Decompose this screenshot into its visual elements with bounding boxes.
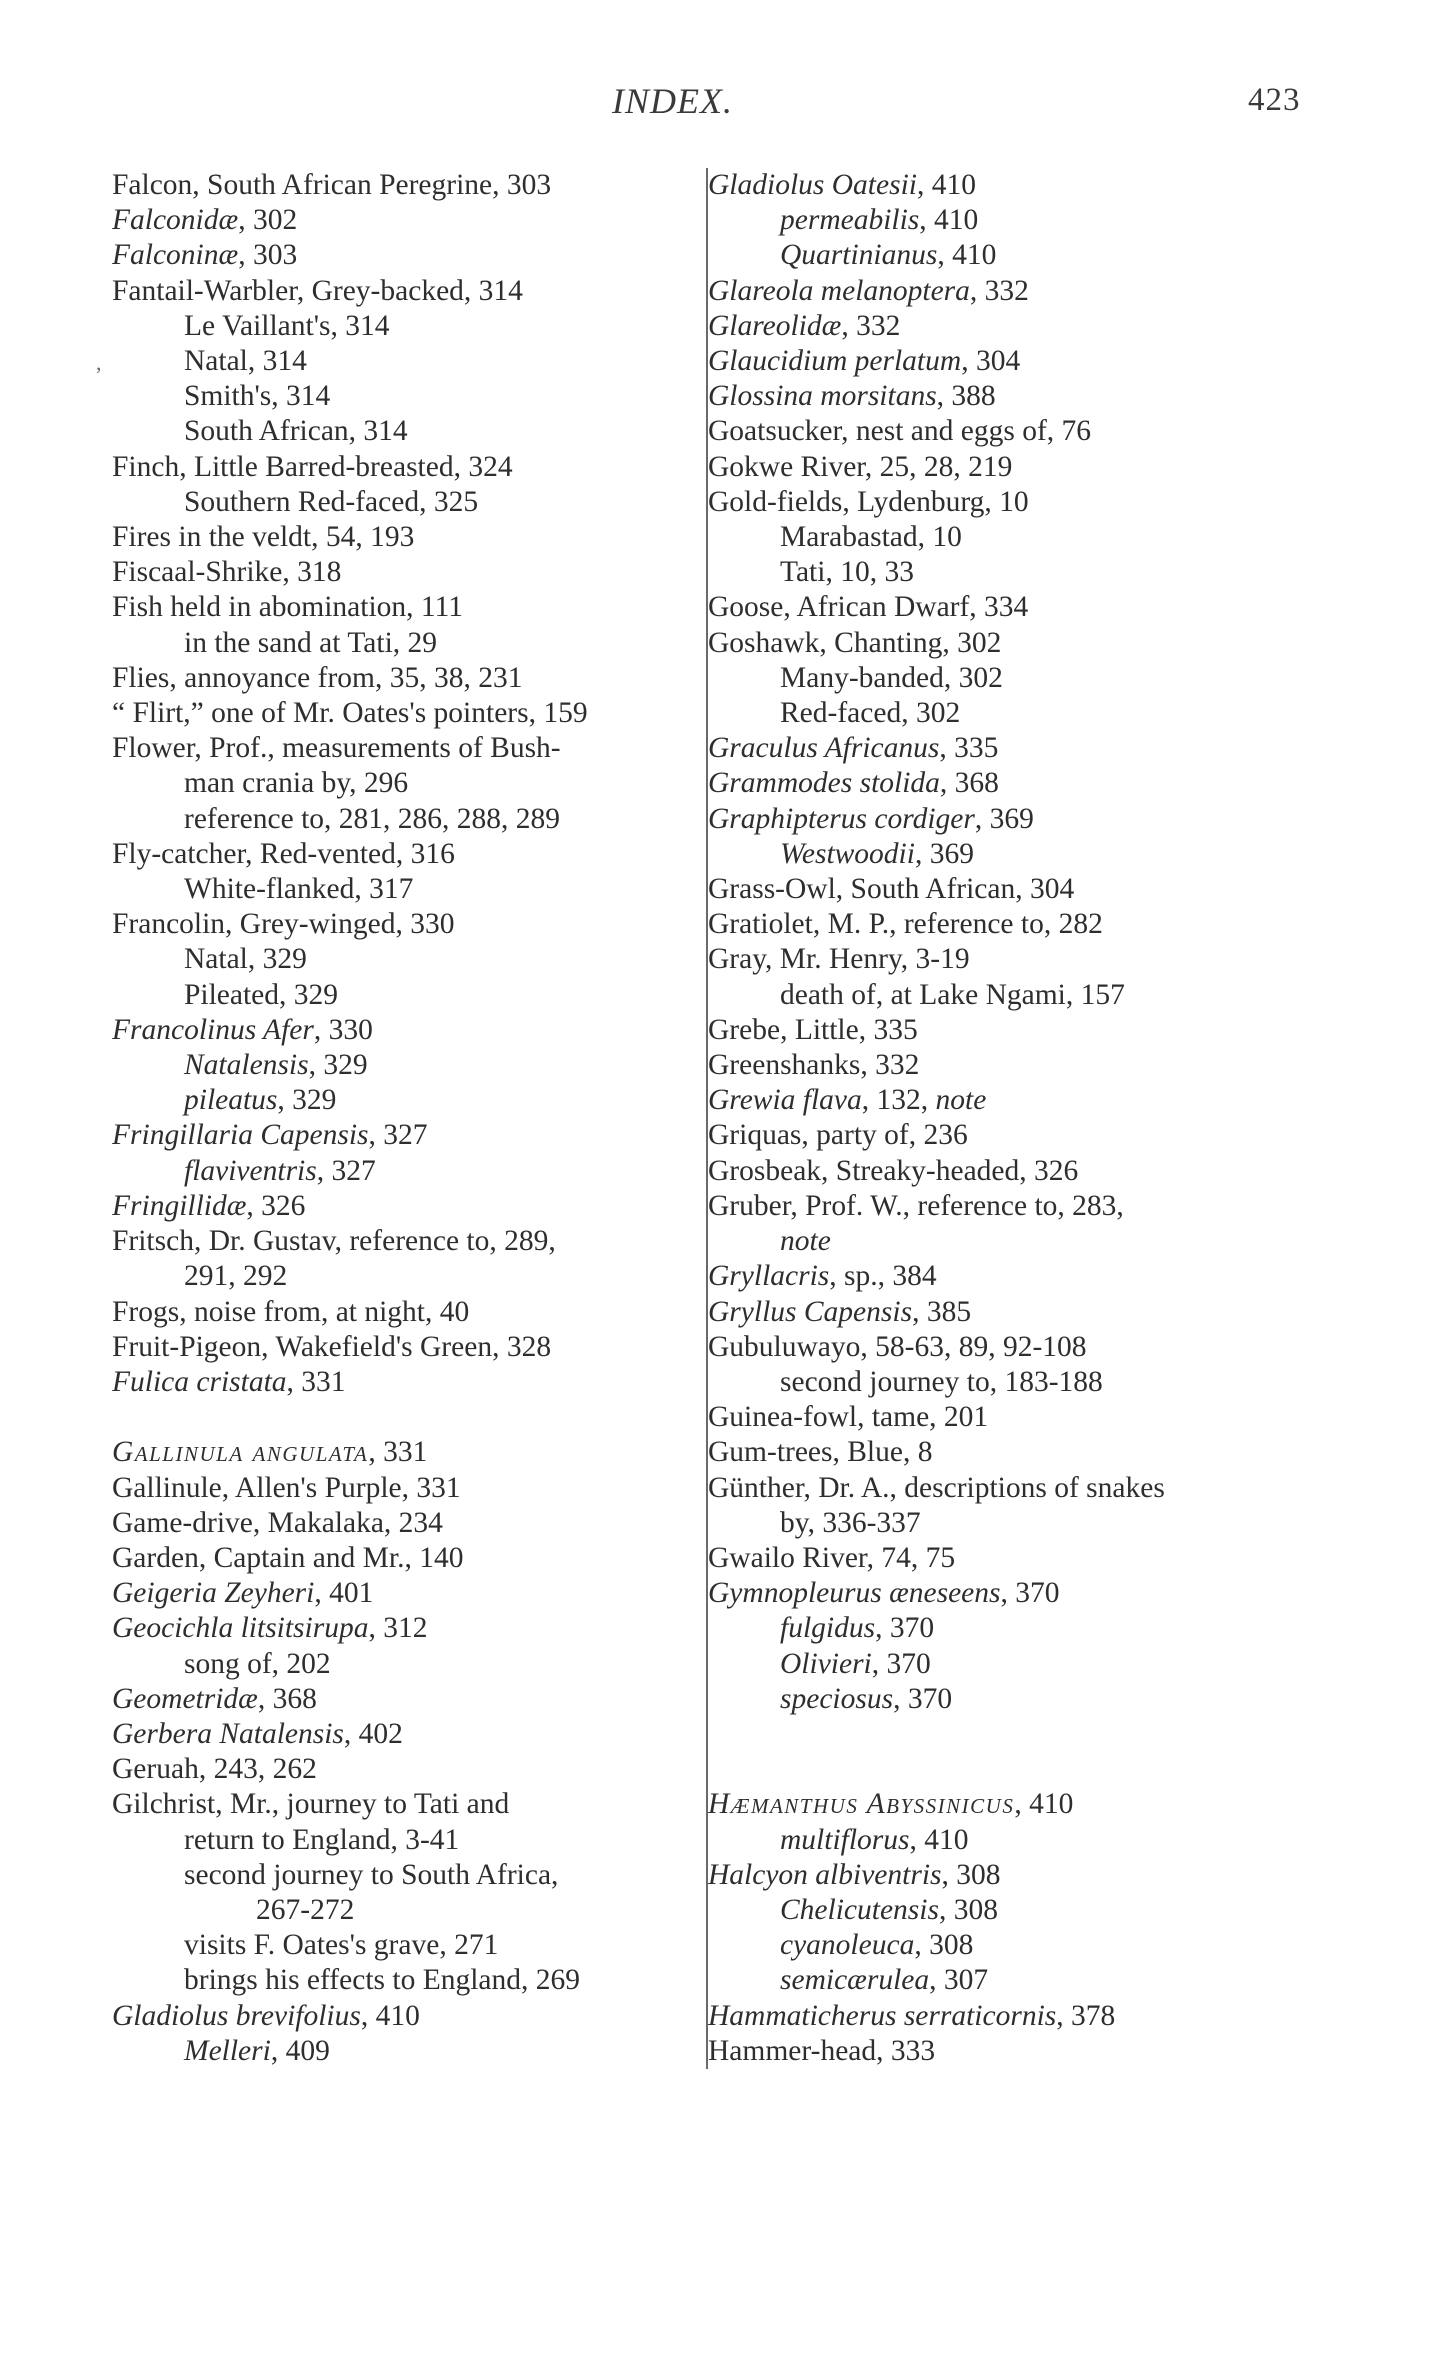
entry-text: Geocichla litsitsirupa <box>112 1612 369 1645</box>
index-entry <box>708 590 1268 625</box>
entry-text: flaviventris <box>184 1154 317 1187</box>
entry-text: Natal, 314 <box>184 345 307 378</box>
entry-text: Guinea-fowl, tame, 201 <box>708 1401 989 1434</box>
index-column-right <box>706 168 1268 2069</box>
index-entry <box>708 1189 1268 1259</box>
index-subentry <box>112 1963 674 1998</box>
entry-text: Hammer-head, 333 <box>708 2034 936 2067</box>
entry-text: second journey to South Africa, <box>184 1858 559 1891</box>
entry-text: Quartinianus <box>780 239 938 272</box>
entry-text: Fritsch, Dr. Gustav, reference to, 289, <box>112 1225 556 1258</box>
index-entry <box>708 450 1268 485</box>
entry-text: Hammaticherus serraticornis <box>708 1999 1057 2032</box>
index-subentry <box>708 1928 1268 1963</box>
index-entry <box>708 942 1268 977</box>
index-entry <box>708 379 1268 414</box>
entry-text: , 329 <box>277 1084 337 1117</box>
entry-text: Le Vaillant's, 314 <box>184 309 390 342</box>
entry-text: Gryllus Capensis <box>708 1295 913 1328</box>
entry-text: Fires in the veldt, 54, 193 <box>112 521 415 554</box>
index-entry <box>708 168 1268 203</box>
entry-text: , 402 <box>343 1717 403 1750</box>
entry-text: Gwailo River, 74, 75 <box>708 1541 956 1574</box>
index-entry <box>708 907 1268 942</box>
entry-text: , 304 <box>961 345 1021 378</box>
entry-text: , 370 <box>893 1682 953 1715</box>
entry-text: Red-faced, 302 <box>780 697 961 730</box>
index-entry <box>112 590 674 625</box>
index-entry <box>112 1365 674 1400</box>
entry-text: “ Flirt,” one of Mr. Oates's pointers, 159 <box>112 697 588 730</box>
index-subentry <box>708 555 1268 590</box>
index-entry <box>708 1154 1268 1189</box>
entry-text: Falconinæ <box>112 239 239 272</box>
index-entry <box>708 1013 1268 1048</box>
entry-text: Chelicutensis <box>780 1893 939 1926</box>
entry-text: , 308 <box>941 1858 1001 1891</box>
index-entry <box>112 1224 674 1294</box>
entry-text: Many-banded, 302 <box>780 661 1003 694</box>
index-entry <box>708 1259 1268 1294</box>
entry-text: reference to, 281, 286, 288, 289 <box>184 802 561 835</box>
entry-text: Griquas, party of, 236 <box>708 1119 968 1152</box>
running-head: INDEX. <box>612 81 733 121</box>
margin-mark: , <box>96 350 102 375</box>
index-entry <box>708 2034 1268 2069</box>
entry-text: death of, at Lake Ngami, 157 <box>780 978 1125 1011</box>
index-subentry <box>708 1893 1268 1928</box>
index-subentry <box>112 802 674 837</box>
entry-text: Flies, annoyance from, 35, 38, 231 <box>112 661 523 694</box>
index-entry <box>112 731 674 801</box>
index-entry <box>112 1717 674 1752</box>
entry-text: White-flanked, 317 <box>184 873 414 906</box>
entry-text: , 368 <box>939 767 999 800</box>
entry-text: Graculus Africanus <box>708 732 940 765</box>
entry-text: Fly-catcher, Red-vented, 316 <box>112 837 455 870</box>
index-subentry <box>112 1858 674 1928</box>
entry-text: second journey to, 183-188 <box>780 1365 1103 1398</box>
entry-continuation: man crania by, 296 <box>184 767 409 800</box>
index-entry <box>112 1611 674 1646</box>
index-entry <box>112 1787 674 1857</box>
index-entry <box>112 1576 674 1611</box>
index-subentry <box>112 309 674 344</box>
index-subentry <box>708 978 1268 1013</box>
index-subentry <box>112 485 674 520</box>
entry-text: , 303 <box>238 239 298 272</box>
entry-text: Geruah, 243, 262 <box>112 1753 317 1786</box>
entry-text: Gum-trees, Blue, 8 <box>708 1436 933 1469</box>
entry-text: Glareola melanoptera <box>708 274 970 307</box>
entry-text: , 330 <box>313 1013 373 1046</box>
entry-continuation: return to England, 3-41 <box>184 1823 460 1856</box>
entry-text: Fringillaria Capensis <box>112 1119 369 1152</box>
entry-text: , 308 <box>914 1929 974 1962</box>
entry-text: Francolinus Afer <box>112 1013 314 1046</box>
entry-text: Gokwe River, 25, 28, 219 <box>708 450 1013 483</box>
index-entry <box>112 238 674 273</box>
entry-text: Geometridæ <box>112 1682 258 1715</box>
index-entry <box>708 1858 1268 1893</box>
entry-text: , 410 <box>360 1999 420 2032</box>
entry-text: , 378 <box>1056 1999 1116 2032</box>
entry-text: Grebe, Little, 335 <box>708 1013 918 1046</box>
entry-text: visits F. Oates's grave, 271 <box>184 1929 499 1962</box>
index-entry <box>708 1787 1268 1822</box>
entry-text: Flower, Prof., measurements of Bush- <box>112 732 561 765</box>
entry-text: fulgidus <box>780 1612 876 1645</box>
index-entry <box>112 450 674 485</box>
entry-text: , 335 <box>939 732 999 765</box>
index-entry <box>708 344 1268 379</box>
page-header <box>0 80 1450 130</box>
entry-text: Gymnopleurus æneseens <box>708 1577 1001 1610</box>
entry-text: Goshawk, Chanting, 302 <box>708 626 1002 659</box>
index-entry <box>708 731 1268 766</box>
entry-text: semicærulea <box>780 1964 930 1997</box>
entry-text: Grammodes stolida <box>708 767 940 800</box>
entry-text: Geigeria Zeyheri <box>112 1577 315 1610</box>
entry-text: Glaucidium perlatum <box>708 345 962 378</box>
entry-text: Glareolidæ <box>708 309 842 342</box>
index-entry <box>708 872 1268 907</box>
entry-text: Finch, Little Barred-breasted, 324 <box>112 450 513 483</box>
entry-text: , 132, <box>861 1084 936 1117</box>
section-gap <box>112 1400 674 1435</box>
index-entry <box>112 1752 674 1787</box>
index-subentry <box>112 1647 674 1682</box>
index-subentry <box>708 520 1268 555</box>
entry-text: , 370 <box>871 1647 931 1680</box>
entry-text: Fulica cristata <box>112 1365 287 1398</box>
index-entry <box>112 1471 674 1506</box>
index-entry <box>112 555 674 590</box>
section-gap <box>708 1717 1268 1787</box>
index-subentry <box>112 2034 674 2069</box>
entry-text: Günther, Dr. A., descriptions of snakes <box>708 1471 1165 1504</box>
entry-continuation: by, 336-337 <box>780 1506 921 1539</box>
index-subentry <box>708 203 1268 238</box>
entry-text: Halcyon albiventris <box>708 1858 942 1891</box>
index-subentry <box>708 837 1268 872</box>
entry-text: song of, 202 <box>184 1647 331 1680</box>
entry-text: , 369 <box>974 802 1034 835</box>
entry-text: Greenshanks, 332 <box>708 1049 920 1082</box>
entry-text: , 326 <box>246 1189 306 1222</box>
entry-text: , 327 <box>316 1154 376 1187</box>
entry-text: Gryllacris <box>708 1260 830 1293</box>
entry-text: , 308 <box>938 1893 998 1926</box>
entry-text: Gilchrist, Mr., journey to Tati and <box>112 1788 510 1821</box>
entry-text: Gold-fields, Lydenburg, 10 <box>708 485 1029 518</box>
entry-text: multiflorus <box>780 1823 910 1856</box>
index-entry <box>112 907 674 942</box>
index-entry <box>112 520 674 555</box>
index-subentry <box>708 1365 1268 1400</box>
entry-text: Fiscaal-Shrike, 318 <box>112 556 342 589</box>
entry-text: Grass-Owl, South African, 304 <box>708 873 1075 906</box>
entry-text: Gallinula angulata <box>112 1436 369 1469</box>
entry-text: Natal, 329 <box>184 943 307 976</box>
entry-text: , 370 <box>875 1612 935 1645</box>
index-subentry <box>708 238 1268 273</box>
entry-text: Fruit-Pigeon, Wakefield's Green, 328 <box>112 1330 552 1363</box>
index-subentry <box>112 1083 674 1118</box>
index-entry <box>112 274 674 309</box>
entry-text: Frogs, noise from, at night, 40 <box>112 1295 470 1328</box>
entry-text: Olivieri <box>780 1647 872 1680</box>
entry-continuation: note <box>780 1225 831 1258</box>
index-entry <box>112 1013 674 1048</box>
entry-text: , 312 <box>368 1612 428 1645</box>
entry-text: Southern Red-faced, 325 <box>184 485 479 518</box>
index-entry <box>708 485 1268 520</box>
entry-text: Graphipterus cordiger <box>708 802 975 835</box>
entry-text: , 410 <box>909 1823 969 1856</box>
entry-text: , 370 <box>1000 1577 1060 1610</box>
index-subentry <box>708 1611 1268 1646</box>
index-subentry <box>112 978 674 1013</box>
index-entry <box>708 1541 1268 1576</box>
entry-text: Tati, 10, 33 <box>780 556 914 589</box>
entry-text: , 302 <box>238 204 298 237</box>
entry-text: cyanoleuca <box>780 1929 915 1962</box>
index-subentry <box>112 1048 674 1083</box>
entry-text: Falcon, South African Peregrine, 303 <box>112 169 552 201</box>
entry-text: Gladiolus brevifolius <box>112 1999 361 2032</box>
index-entry <box>112 1682 674 1717</box>
index-subentry <box>112 942 674 977</box>
entry-text: , 385 <box>912 1295 972 1328</box>
entry-text: in the sand at Tati, 29 <box>184 626 438 659</box>
entry-text: brings his effects to England, 269 <box>184 1964 581 1997</box>
entry-text: , 410 <box>916 169 976 201</box>
entry-text: , 410 <box>937 239 997 272</box>
index-entry <box>112 1541 674 1576</box>
entry-text: Gallinule, Allen's Purple, 331 <box>112 1471 461 1504</box>
index-entry <box>112 1189 674 1224</box>
entry-text: Natalensis <box>184 1049 309 1082</box>
entry-text: Falconidæ <box>112 204 239 237</box>
page-number: 423 <box>1248 82 1301 118</box>
entry-text: Garden, Captain and Mr., 140 <box>112 1541 464 1574</box>
entry-text: , 329 <box>308 1049 368 1082</box>
index-subentry <box>708 1647 1268 1682</box>
entry-text: Fish held in abomination, 111 <box>112 591 463 624</box>
index-entry <box>708 1048 1268 1083</box>
index-subentry <box>708 1823 1268 1858</box>
index-entry <box>708 1435 1268 1470</box>
entry-text: Smith's, 314 <box>184 380 331 413</box>
entry-text: speciosus <box>780 1682 894 1715</box>
entry-text: , 307 <box>929 1964 989 1997</box>
entry-text: Westwoodii <box>780 837 915 870</box>
index-entry <box>708 1471 1268 1541</box>
entry-text: note <box>935 1084 987 1117</box>
index-entry <box>112 661 674 696</box>
entry-text: Hæmanthus Abyssinicus <box>708 1788 1015 1821</box>
index-entry <box>112 1295 674 1330</box>
index-entry <box>708 1330 1268 1365</box>
index-entry <box>112 168 674 203</box>
entry-text: Gladiolus Oatesii <box>708 169 917 201</box>
index-entry <box>112 1999 674 2034</box>
entry-text: , 388 <box>936 380 996 413</box>
index-subentry <box>112 1154 674 1189</box>
entry-text: , 368 <box>257 1682 317 1715</box>
entry-continuation: 291, 292 <box>184 1260 288 1293</box>
index-entry <box>708 1295 1268 1330</box>
index-subentry <box>708 1682 1268 1717</box>
entry-continuation: 267-272 <box>256 1893 355 1926</box>
index-entry <box>112 1118 674 1153</box>
entry-text: Goatsucker, nest and eggs of, 76 <box>708 415 1092 448</box>
entry-text: Gratiolet, M. P., reference to, 282 <box>708 908 1103 941</box>
index-column-left <box>112 168 674 2069</box>
entry-text: Glossina morsitans <box>708 380 937 413</box>
entry-text: Gerbera Natalensis <box>112 1717 344 1750</box>
index-entry <box>112 1330 674 1365</box>
entry-text: Gray, Mr. Henry, 3-19 <box>708 943 970 976</box>
index-entry <box>708 1400 1268 1435</box>
index-subentry <box>112 626 674 661</box>
entry-text: Fringillidæ <box>112 1189 247 1222</box>
entry-text: , 332 <box>841 309 901 342</box>
index-entry <box>708 1576 1268 1611</box>
entry-text: , 410 <box>1014 1788 1074 1821</box>
entry-text: , 369 <box>914 837 974 870</box>
index-entry <box>708 1118 1268 1153</box>
index-entry <box>112 837 674 872</box>
index-subentry <box>708 661 1268 696</box>
index-entry <box>708 274 1268 309</box>
entry-text: South African, 314 <box>184 415 408 448</box>
entry-text: , 410 <box>919 204 979 237</box>
entry-text: , sp., 384 <box>829 1260 937 1293</box>
entry-text: Marabastad, 10 <box>780 521 962 554</box>
entry-text: , 327 <box>368 1119 428 1152</box>
entry-text: , 332 <box>969 274 1029 307</box>
index-subentry <box>112 414 674 449</box>
index-entry <box>112 1435 674 1470</box>
entry-text: Francolin, Grey-winged, 330 <box>112 908 455 941</box>
entry-text: , 401 <box>314 1577 374 1610</box>
index-entry <box>708 414 1268 449</box>
index-entry <box>708 802 1268 837</box>
entry-text: pileatus <box>184 1084 278 1117</box>
index-entry <box>708 626 1268 661</box>
index-subentry <box>112 872 674 907</box>
index-subentry <box>112 379 674 414</box>
entry-text: Fantail-Warbler, Grey-backed, 314 <box>112 274 523 307</box>
entry-text: , 331 <box>368 1436 428 1469</box>
entry-text: Gruber, Prof. W., reference to, 283, <box>708 1189 1124 1222</box>
entry-text: , 409 <box>270 2034 330 2067</box>
entry-text: Goose, African Dwarf, 334 <box>708 591 1029 624</box>
entry-text: permeabilis <box>780 204 920 237</box>
index-entry <box>708 1999 1268 2034</box>
index-subentry <box>708 1963 1268 1998</box>
entry-text: Game-drive, Makalaka, 234 <box>112 1506 443 1539</box>
entry-text: Grewia flava <box>708 1084 862 1117</box>
index-entry <box>112 1506 674 1541</box>
index-subentry <box>708 696 1268 731</box>
index-subentry <box>112 1928 674 1963</box>
entry-text: Grosbeak, Streaky-headed, 326 <box>708 1154 1079 1187</box>
entry-text: Pileated, 329 <box>184 978 339 1011</box>
index-entry <box>708 1083 1268 1118</box>
entry-text: Gubuluwayo, 58-63, 89, 92-108 <box>708 1330 1087 1363</box>
index-entry <box>708 309 1268 344</box>
index-subentry <box>112 344 674 379</box>
index-entry <box>112 696 674 731</box>
index-entry <box>112 203 674 238</box>
entry-text: Melleri <box>184 2034 271 2067</box>
entry-text: , 331 <box>286 1365 346 1398</box>
index-entry <box>708 766 1268 801</box>
